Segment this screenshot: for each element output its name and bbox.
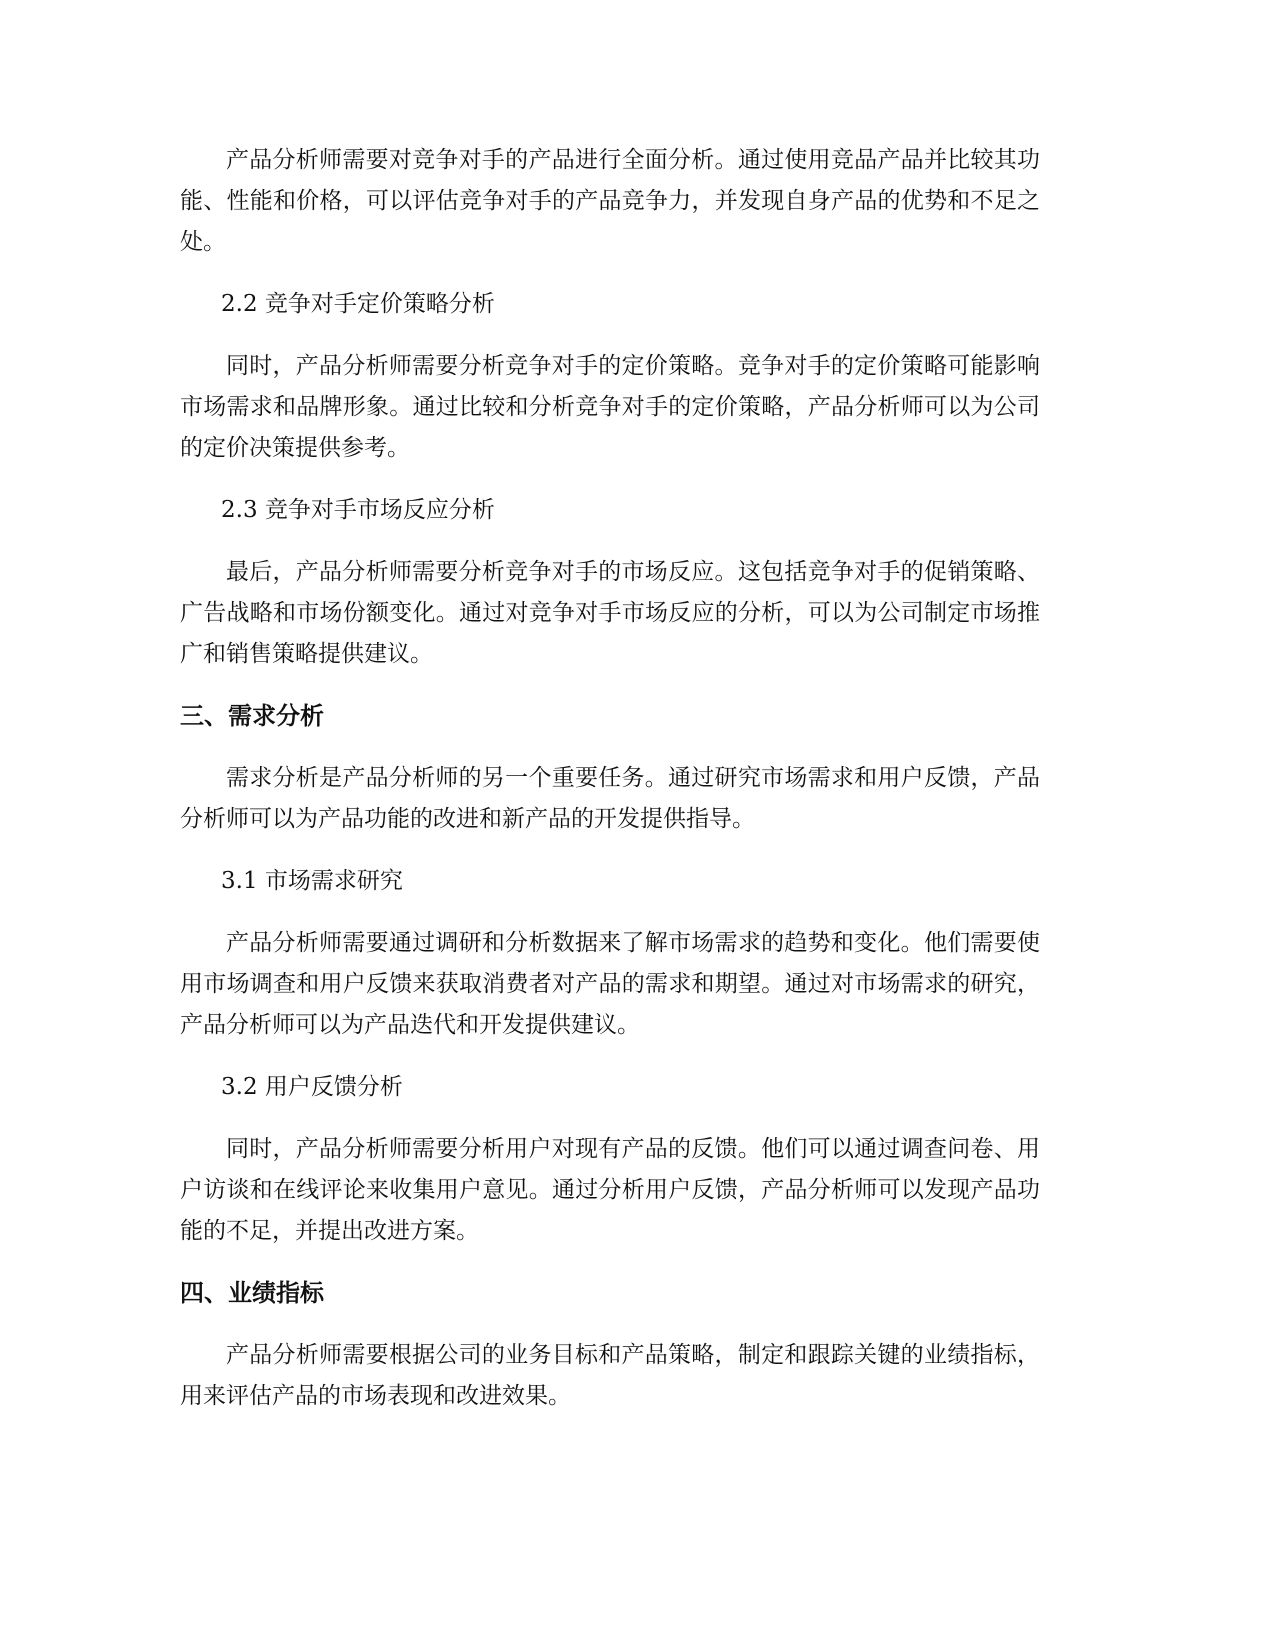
subheading-3-2: 3.2 用户反馈分析 [221, 1074, 403, 1100]
paragraph-market-reaction: 最后，产品分析师需要分析竞争对手的市场反应。这包括竞争对手的促销策略、广告战略和市场份额变化。通过对竞争对手市场反应的分析，可以为公司制定市场推广和销售策略提供建议。 [180, 559, 1040, 667]
section-heading-4: 四、业绩指标 [180, 1279, 324, 1307]
paragraph-pricing-strategy: 同时，产品分析师需要分析竞争对手的定价策略。竞争对手的定价策略可能影响市场需求和品牌形象。通过比较和分析竞争对手的定价策略，产品分析师可以为公司的定价决策提供参考。 [180, 353, 1040, 461]
paragraph-user-feedback: 同时，产品分析师需要分析用户对现有产品的反馈。他们可以通过调查问卷、用户访谈和在线评论来收集用户意见。通过分析用户反馈，产品分析师可以发现产品功能的不足，并提出改进方案。 [180, 1136, 1040, 1244]
subheading-2-3: 2.3 竞争对手市场反应分析 [221, 497, 495, 523]
subheading-3-1: 3.1 市场需求研究 [221, 868, 403, 894]
section-heading-3: 三、需求分析 [180, 702, 324, 730]
paragraph-demand-analysis-intro: 需求分析是产品分析师的另一个重要任务。通过研究市场需求和用户反馈，产品分析师可以为产品功能的改进和新产品的开发提供指导。 [180, 765, 1040, 832]
paragraph-market-demand-research: 产品分析师需要通过调研和分析数据来了解市场需求的趋势和变化。他们需要使用市场调查和用户反馈来获取消费者对产品的需求和期望。通过对市场需求的研究，产品分析师可以为产品迭代和开发提供建议。 [180, 930, 1040, 1038]
paragraph-competitor-product-analysis: 产品分析师需要对竞争对手的产品进行全面分析。通过使用竞品产品并比较其功能、性能和价格，可以评估竞争对手的产品竞争力，并发现自身产品的优势和不足之处。 [180, 147, 1040, 255]
document-body [180, 140, 1040, 1438]
paragraph-performance-metrics: 产品分析师需要根据公司的业务目标和产品策略，制定和跟踪关键的业绩指标，用来评估产品的市场表现和改进效果。 [180, 1342, 1040, 1409]
subheading-2-2: 2.2 竞争对手定价策略分析 [221, 291, 495, 317]
